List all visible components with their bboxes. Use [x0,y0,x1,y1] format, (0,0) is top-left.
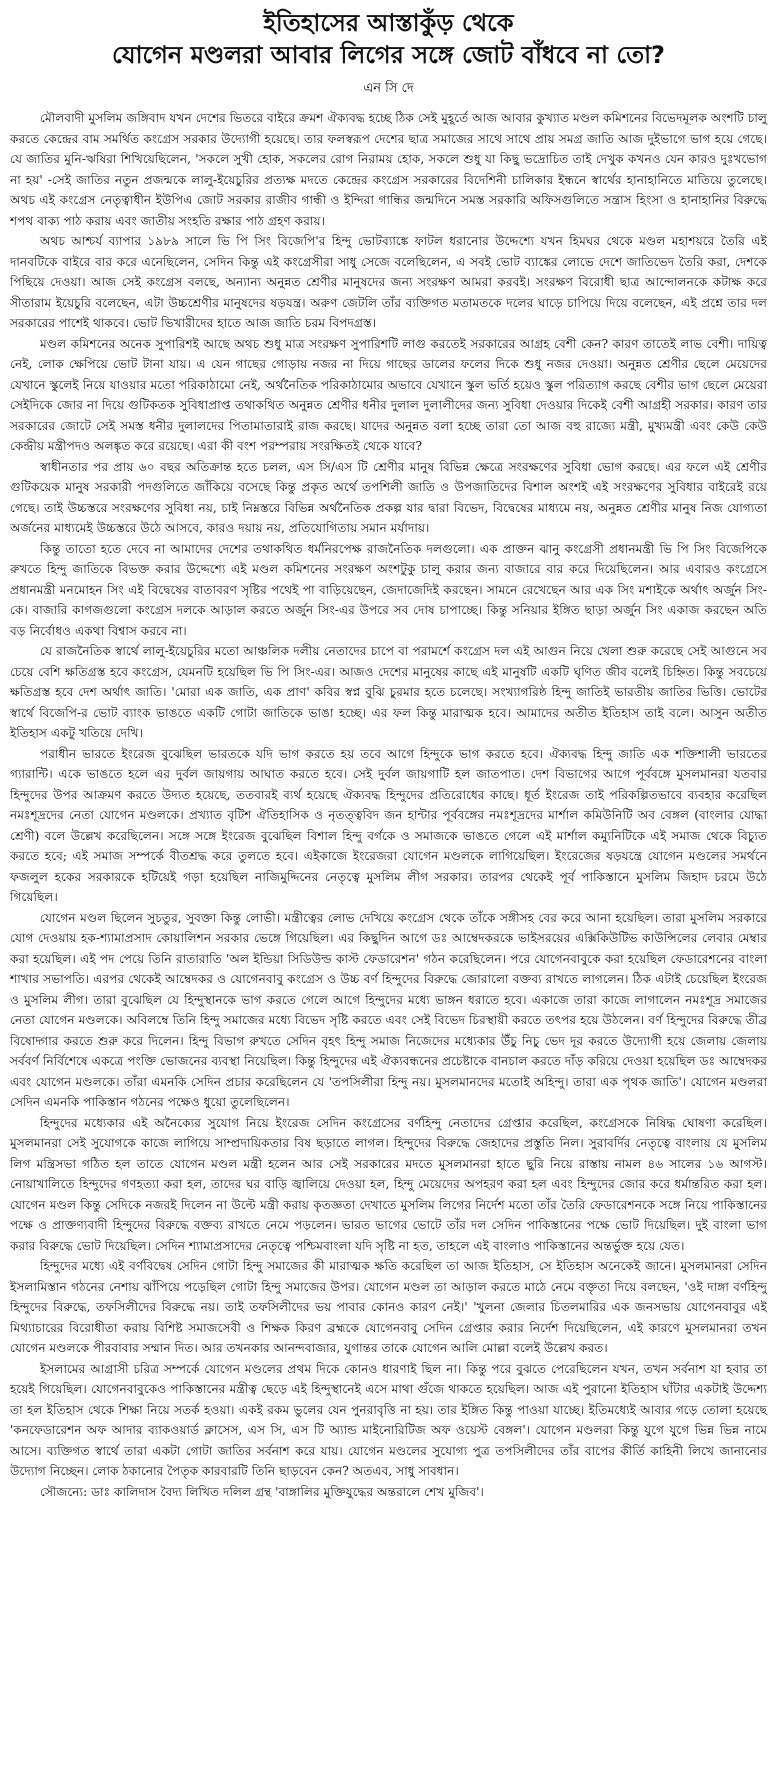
paragraph-6: যে রাজনৈতিক স্বার্থে লালু-ইয়েচুরির মতো আঞ্চলিক দলীয় নেতাদের চাপে বা পরামর্শে কংগ্রেস দল এই আগুন নিয়ে খেলা শুরু করেছে সেই আগুনে সব চেয়ে বেশি ক্ষতিগ্রস্ত হবে কংগ্রেস, যেমনটি হয়েছিল ভি পি সিং-এর। আজও দেশের মানুষের কাছে এই মানুষটি একটি ঘৃণিত জীব বলেই চিহ্নিত। কিন্তু সবচেয়ে ক্ষতিগ্রস্ত হবে দেশ অর্থাৎ জাতি। 'মোরা এক জাতি, এক প্রাণ' কবির স্বপ্ন বুঝি চুরমার হতে চলেছে। সংখ্যাগরিষ্ঠ হিন্দু জাতিই ভারতীয় জাতির ভিত্তি। ভোটের স্বার্থে বিজেপি-র ভোট ব্যাংক ভাঙতে একটি গোটা জাতিকে ভাঙা হচ্ছে। এর ফল কিন্তু মারাত্মক হবে। আমাদের অতীত ইতিহাস তাই বলে। আসুন অতীত ইতিহাস একটু খতিয়ে দেখি। [10,644,767,740]
paragraph-4: স্বাধীনতার পর প্রায় ৬০ বছর অতিক্রান্ত হতে চলল, এস সি/এস টি শ্রেণীর মানুষ বিভিন্ন ক্ষেত্রে সংরক্ষণের সুবিধা ভোগ করছে। এর ফলে এই শ্রেণীর গুটিকয়েক মানুষ সরকারী পদগুলিতে জাঁকিয়ে বসেছে কিন্তু প্রকৃত অর্থে তপশিলী জাতি ও উপজাতিদের বিশাল অংশই এই সংরক্ষণের সুবিধার বাইরেই রয়ে গেছে। তাই উচ্চস্তরে সংরক্ষণের সুবিধা নয়, চাই নিম্নস্তরে বিভিন্ন অর্থনৈতিক প্রকল্প যার দ্বারা বিভেদ, বিদ্বেষের মাধ্যমে নয়, অনুন্নত শ্রেণীর মানুষ নিজ যোগ্যতা অর্জনের মাধ্যমেই উচ্চস্তরে উঠে আসবে, কারও দয়ায় নয়, প্রতিযোগিতায় সমান মর্যাদায়। [10,459,767,535]
article-title [10,8,767,72]
title-line-1: ইতিহাসের আস্তাকুঁড় থেকে [263,9,514,37]
paragraph-1: মৌলবাদী মুসলিম জঙ্গিবাদ যখন দেশের ভিতরে বাইরে ক্রমশ ঐক্যবদ্ধ হচ্ছে ঠিক সেই মুহূর্তে আজ আবার কুখ্যাত মণ্ডল কমিশনের বিভেদমূলক অংশটি চালু করতে কেন্দ্রের বাম সমর্থিত কংগ্রেস সরকার উদ্যোগী হয়েছে। তার ফলস্বরূপ দেশের ছাত্র সমাজের সাথে সাথে প্রায় সমগ্র জাতি আজ দুইভাগে ভাগ হয়ে গেছে। যে জাতির মুনি-ঋষিরা শিখিয়েছিলেন, 'সকলে সুখী হোক, সকলের রোগ নিরাময় হোক, সকলে শুধু যা কিছু ভদ্রোচিত তাই দেখুক কখনও যেন কারও দুঃখভোগ না হয়' -সেই জাতির নতুন প্রজন্মকে লালু-ইয়েচুরির প্রত্যক্ষ মদতে কেন্দ্রের কংগ্রেস সরকারের বিদেশিনী চালিকার ইন্ধনে স্বার্থের হানাহানিতে মাতিয়ে তুলেছে। অথচ এই কংগ্রেস নেতৃত্বাধীন ইউপিএ জোট সরকার রাজীব গান্ধী ও ইন্দিরা গান্ধির জন্মদিনে সমস্ত সরকারি অফিসগুলিতে সন্ত্রাস হিংসা ও হানাহানির বিরুদ্ধে শপথ বাক্য পাঠ করায় এবং জাতীয় সংহতি রক্ষার পাঠ গ্রহণ করায়। [10,111,767,228]
paragraph-10: হিন্দুদের মধ্যে এই বর্ণবিদ্বেষ সেদিন গোটা হিন্দু সমাজের কী মারাত্মক ক্ষতি করেছিল তা আজ ইতিহাস, সে ইতিহাস অনেকেই জানে। মুসলমানরা সেদিন ইসলামিস্তান গঠনের নেশায় ঝাঁপিয়ে পড়েছিল গোটা হিন্দু সমাজের উপর। যোগেন মণ্ডল তা আড়াল করতে মাঠে নেমে বক্তৃতা দিয়ে বলছেন, 'ওই দাঙ্গা বর্ণহিন্দু হিন্দুদের বিরুদ্ধে, তফসিলীদের বিরুদ্ধে নয়। তাই তফসিলীদের ভয় পাবার কোনও কারণ নেই।' 'খুলনা জেলার চিতলমারির এক জনসভায় যোগেনবাবুর এই মিথ্যাচারের বিরোধীতা করায় বিশিষ্ট সমাজসেবী ও শিক্ষক কিরণ ব্রহ্মকে যোগেনবাবু সেদিন গ্রেপ্তার করার নির্দেশ দিয়েছিলেন, এই কারণে মুসলমানরা তখন যোগেন মণ্ডলকে পীরবাবার সম্মান দিত। আর তখনকার আনন্দবাজার, যুগান্তর তাকে যোগেন আলি মোল্লা বলেই উল্লেখ করত। [10,1259,767,1355]
title-line-2: যোগেন মণ্ডলরা আবার লিগের সঙ্গে জোট বাঁধবে না তো? [112,41,665,69]
paragraph-5: কিন্তু তাতো হতে দেবে না আমাদের দেশের তথাকথিত ধর্মনিরপেক্ষ রাজনৈতিক দলগুলো। এক প্রাক্তন ঝানু কংগ্রেসী প্রধানমন্ত্রী ভি পি সিং বিজেপিকে রুখতে হিন্দু জাতিকে বিভক্ত করার উদ্দেশ্যে এই মণ্ডল কমিশনের সংরক্ষণ অংশটুকু চালু করার জন্য বাজারে বার করে দিয়েছিলেন। আর এবারও কংগ্রেসে প্রধানমন্ত্রী মনমোহন সিং এই বিদ্বেষের বাতাবরণ সৃষ্টির পথেই পা বাড়িয়েছেন, জেদাজেদিই করছেন। সামনে রেখেছেন আর এক সিং মশাইকে অর্থাৎ অর্জুন সিং-কে। বাজারি কাগজগুলো কংগ্রেস দলকে আড়াল করতে অর্জুন সিং-এর উপরে সব দোষ চাপাচ্ছে। কিন্তু সনিয়ার ইঙ্গিত ছাড়া অর্জুন সিং একাজ করছেন অতি বড় নির্বোধও একথা বিশ্বাস করবে না। [10,541,767,638]
source-credit: সৌজন্যে: ডাঃ কালিদাস বৈদ্য লিখিত দলিল গ্রন্থ 'বাঙ্গালির মুক্তিযুদ্ধের অন্তরালে শেখ মুজিব'। [40,1484,484,1499]
paragraph-11: ইসলামের আগ্রাসী চরিত্র সম্পর্কে যোগেন মণ্ডলের প্রথম দিকে কোনও ধারণাই ছিল না। কিন্তু পরে বুঝতে পেরেছিলেন যখন, তখন সর্বনাশ যা হবার তা হয়েই গিয়েছিল। যোগেনবাবুকেও পাকিস্তানের মন্ত্রীত্ব ছেড়ে এই হিন্দুস্থানেই এসে মাথা গুঁজে থাকতে হয়েছিল। আজ এই পুরানো ইতিহাস ঘাঁটার একটাই উদ্দেশ্য তা হল ইতিহাস থেকে শিক্ষা নিয়ে সতর্ক হওয়া। একই রকম ভুলের যেন পুনরাবৃত্তি না হয়। তার ইঙ্গিত কিন্তু পাওয়া যাচ্ছে। ইতিমধ্যেই আবার গড়ে তোলা হয়েছে 'কনফেডারেশন অফ আদার ব্যাকওয়ার্ড ক্লাসেস, এস সি, এস টি অ্যান্ড মাইনোরিটিজ অফ ওয়েস্ট বেঙ্গল'। যোগেন মণ্ডলরা কিন্তু যুগে যুগে ভিন্ন ভিন্ন নামে আসে। ব্যক্তিগত স্বার্থে তারা একটা গোটা জাতির সর্বনাশ করে যায়। যোগেন মণ্ডলের সুযোগ্য পুত্র তপসিলীদের তাঁর বাপের কীর্তি কাহিনী লিখে জানানোর উদ্যোগ নিচ্ছেন। লোক ঠকানোর পৈতৃক কারবারটি তিনি ছাড়বেন কেন? অতএব, সাধু সাবধান। [10,1361,767,1478]
article-body [10,108,767,1482]
author-byline: এন সি দে [363,81,414,96]
paragraph-9: হিন্দুদের মধ্যেকার এই অনৈক্যের সুযোগ নিয়ে ইংরেজ সেদিন কংগ্রেসের বর্ণহিন্দু নেতাদের গ্রেপ্তার করেছিল, কংগ্রেসকে নিষিদ্ধ ঘোষণা করেছিল। মুসলমানরা সেই সুযোগকে কাজে লাগিয়ে সাম্প্রদায়িকতার বিষ ছড়াতে লাগল। হিন্দুদের বিরুদ্ধে জেহাদের প্রস্তুতি নিল। সুরাবর্দির নেতৃত্বে বাংলায় যে মুসলিম লিগ মন্ত্রিসভা গঠিত হল তাতে যোগেন মণ্ডল মন্ত্রী হলেন আর সেই সরকারের মদতে মুসলমানরা হাতে ছুরি নিয়ে রাস্তায় নামল ৪৬ সালের ১৬ আগস্ট। নোয়াখালিতে হিন্দুদের গণহত্যা করা হল, তাদের ঘর বাড়ি জ্বালিয়ে দেওয়া হল, হিন্দু মেয়েদের অপহরণ করা হল এবং হিন্দুদের জোর করে ধর্মান্তরিত করা হল। যোগেন মণ্ডল কিন্তু সেদিকে নজরই দিলেন না উল্টে মন্ত্রী করায় কৃতজ্ঞতা দেখাতে মুসলিম লিগের নির্দেশ মতো তাঁর তৈরি ফেডারেশনকে সঙ্গে নিয়ে পাকিস্তানের পক্ষে ও প্রাক্তণ্যবাদী হিন্দুদের বিরুদ্ধে বক্তব্য রাখতে নেমে পড়লেন। ভারত ভাগের ভোটে তাঁর দল সেদিন পাকিস্তানের পক্ষে ভোট দিয়েছিল। দুই বাংলা ভাগ করার বিরুদ্ধে ভোট দিয়েছিল। সেদিন শ্যামাপ্রসাদের নেতৃত্বে পশ্চিমবাংলা যদি সৃষ্টি না হত, তাহলে এই বাংলাও পাকিস্তানের অন্তর্ভুক্ত হয়ে যেত। [10,1115,767,1253]
paragraph-3: মণ্ডল কমিশনের অনেক সুপারিশই আছে অথচ শুধু মাত্র সংরক্ষণ সুপারিশটি লাগু করতেই সরকারের আগ্রহ বেশী কেন? কারণ তাতেই লাভ বেশী। দায়িত্ব নেই, লোক ক্ষেপিয়ে ভোট টানা যায়। এ যেন গাছের গোড়ায় নজর না দিয়ে গাছের ডালের ফলের দিকে শুধু নজর দেওয়া। অনুন্নত শ্রেণীর ছেলে মেয়েদের যেখানে স্কুলেই নিয়ে যাওয়ার মতো পরিকাঠামো নেই, অর্থনৈতিক পরিকাঠামোর অভাবে যেখানে স্কুল ভর্তি হয়েও স্কুল পরিত্যাগ করছে বেশীর ভাগ ছেলে মেয়েরা সেইদিকে জোর না দিয়ে গুটিকতক সুবিধাপ্রাপ্ত তথাকথিত অনুন্নত শ্রেণীর ধনীর দুলাল দুলালীদের জন্য সুবিধা দেওয়ার দিকেই বেশী আগ্রহী সরকার। কারণ তার সরকারের জোটে সেই সমস্ত ধনীর দুলালদের পিতামাতারাই রাজ করছে। যাদের অনুন্নত বলা হচ্ছে তারা তো আজ বহু রাজ্যে মন্ত্রী, মুখ্যমন্ত্রী এবং কেউ কেউ কেন্দ্রীয় মন্ত্রীপদও অলঙ্কৃত করে রয়েছে। এরা কী বংশ পরম্পরায় সংরক্ষিতই থেকে যাবে? [10,336,767,453]
paragraph-8: যোগেন মণ্ডল ছিলেন সুচতুর, সুবক্তা কিন্তু লোভী। মন্ত্রীত্বের লোভ দেখিয়ে কংগ্রেস থেকে তাঁকে সঙ্গীসহ বের করে আনা হয়েছিল। তারা মুসলিম সরকারে যোগ দেওয়ায় হক-শ্যামাপ্রসাদ কোয়ালিশন সরকার ভেঙ্গে গিয়েছিল। এর কিছুদিন আগে ডঃ আম্বেদকরকে ভাইসরয়ের এক্সিকিউটিভ কাউন্সিলের লেবার মেম্বার করা হয়েছিল। এই পদ পেয়ে তিনি রাতারাতি 'অল ইন্ডিয়া সিডিউল্ড কাস্ট ফেডারেশন' গঠন করেছিলেন। পরে যোগেনবাবুকে করা হয়েছিল ফেডারেশনের বাংলা শাখার সভাপতি। এরপর থেকেই আম্বেদকর ও যোগেনবাবু কংগ্রেস ও উচ্চ বর্ণ হিন্দুদের বিরুদ্ধে জোরালো বক্তব্য রাখতে লাগলেন। ঠিক এটাই চেয়েছিল ইংরেজ ও মুসলিম লীগ। তারা বুঝেছিল যে হিন্দুস্থানকে ভাগ করতে গেলে আগে হিন্দুদের মধ্যে ভাঙ্গন ধরাতে হবে। একাজে তারা কাজে লাগালেন নমঃশূদ্র সমাজের নেতা যোগেন মণ্ডলকে। অবিলম্বে তিনি হিন্দু সমাজের মধ্যে বিভেদ সৃষ্টি করতে এবং সেই বিভেদ চিরস্থায়ী করতে তৎপর হয়ে উঠলেন। বর্ণ হিন্দুদের বিরুদ্ধে তীব্র বিষোদ্গার করতে শুরু করে দিলেন। হিন্দু বিভাগ রুখতে সেদিন বৃহৎ হিন্দু সমাজ নিজেদের মধ্যেকার উঁচু নিচু ভেদ দূর করতে উদ্যোগী হয়ে জেলায় জেলায় সর্ববর্ণ নির্বিশেষে একত্রে পংক্তি ভোজনের ব্যবস্থা নিয়েছিল। কিন্তু হিন্দুদের এই ঐক্যবন্ধনের প্রচেষ্টাকে বানচাল করতে দাঁড় করিয়ে দেওয়া হয়েছিল ডঃ আম্বেদকর এবং যোগেন মণ্ডলকে। তাঁরা এমনকি সেদিন প্রচার করেছিলেন যে 'তপসিলীরা হিন্দু নয়। মুসলমানদের মতোই অহিন্দু। তারা এক পৃথক জাতি'। যোগেন মণ্ডলরা সেদিন এমনকি পাকিস্তান গঠনের পক্ষেও ধুয়ো তুলেছিলেন। [10,910,767,1109]
paragraph-7: পরাধীন ভারতে ইংরেজ বুঝেছিল ভারতকে যদি ভাগ করতে হয় তবে আগে হিন্দুকে ভাগ করতে হবে। ঐক্যবদ্ধ হিন্দু জাতি এক শক্তিশালী ভারতের গ্যারান্টি। একে ভাঙতে হলে এর দুর্বল জায়গায় আঘাত করতে হবে। সেই দুর্বল জায়গাটি হল জাতপাত। দেশ বিভাগের আগে পূর্ববঙ্গে মুসলমানরা যতবার হিন্দুদের উপর আক্রমণ করতে উদ্যত হয়েছে, ততবারই ব্যর্থ হয়েছে ঐক্যবদ্ধ হিন্দুদের প্রতিরোধের কাছে। ধূর্ত ইংরেজ তাই পরিকল্পিতভাবে ব্যবহার করেছিল নমঃশূদ্রদের নেতা যোগেন মণ্ডলকে। প্রখ্যাত বৃটিশ ঐতিহাসিক ও নৃতত্ত্ববিদ জন হান্টার পূর্ববঙ্গের নমঃশূদ্রদের মার্শাল কমিউনিটি অব বেঙ্গল (বাংলার যোদ্ধা শ্রেণী) বলে উল্লেখ করেছিলেন। সঙ্গে সঙ্গে ইংরেজ বুঝেছিল বিশাল হিন্দু বর্গকে ও সমাজকে ভাঙতে গেলে এই মার্শাল কম্যুনিটিকে এই সমাজ থেকে বিচ্যুত করতে হবে; এই সমাজ সম্পর্কে বীতশ্রদ্ধ করে তুলতে হবে। এইকাজে ইংরেজরা যোগেন মণ্ডলকে লাগিয়েছিল। ইংরেজের ষড়যন্ত্রে যোগেন মণ্ডলের সমর্থনে ফজলুল হকের সরকারকে হটিয়েই গড়া হয়েছিল নাজিমুদ্দিনের নেতৃত্বে মুসলিম লীগ সরকার। তারপর থেকেই পূর্ব পাকিস্তানে মুসলিম জিহাদ চরমে উঠে গিয়েছিল। [10,746,768,904]
paragraph-2: অথচ আশ্চর্য ব্যাপার ১৯৮৯ সালে ভি পি সিং বিজেপি'র হিন্দু ভোটব্যাঙ্কে ফাটল ধরানোর উদ্দেশ্যে যখন হিমঘর থেকে মণ্ডল মহাশয়রে তৈরি এই দানবটিকে বাইরে বার করে এনেছিলেন, সেদিন কিন্তু এই কংগ্রেসীরা সাধু সেজে বলেছিলেন, এ সবই ভোট ব্যাঙ্কের লোভে দেশে জাতিভেদ তৈরি করা, দেশকে পিছিয়ে দেওয়া। আজ সেই কংগ্রেস বলছে, অন্যান্য অনুন্নত শ্রেণীর মানুষদের জন্য সংরক্ষণ আমরা করবই। সংরক্ষণ বিরোধী ছাত্র আন্দোলনকে কটাক্ষ করে সীতারাম ইয়েচুরি বলেছেন, এটা উচ্চশ্রেণীর মানুষদের ষড়যন্ত্র। অরুণ জেটলি তাঁর ব্যক্তিগত মতামতকে দলের ঘাড়ে চাপিয়ে দিয়ে বলেছেন, এই প্রশ্নে তার দল সরকারের পাশেই থাকবে। ভোট ভিখারীদের হাতে আজ জাতি চরম বিপদগ্রস্ত। [10,234,767,330]
